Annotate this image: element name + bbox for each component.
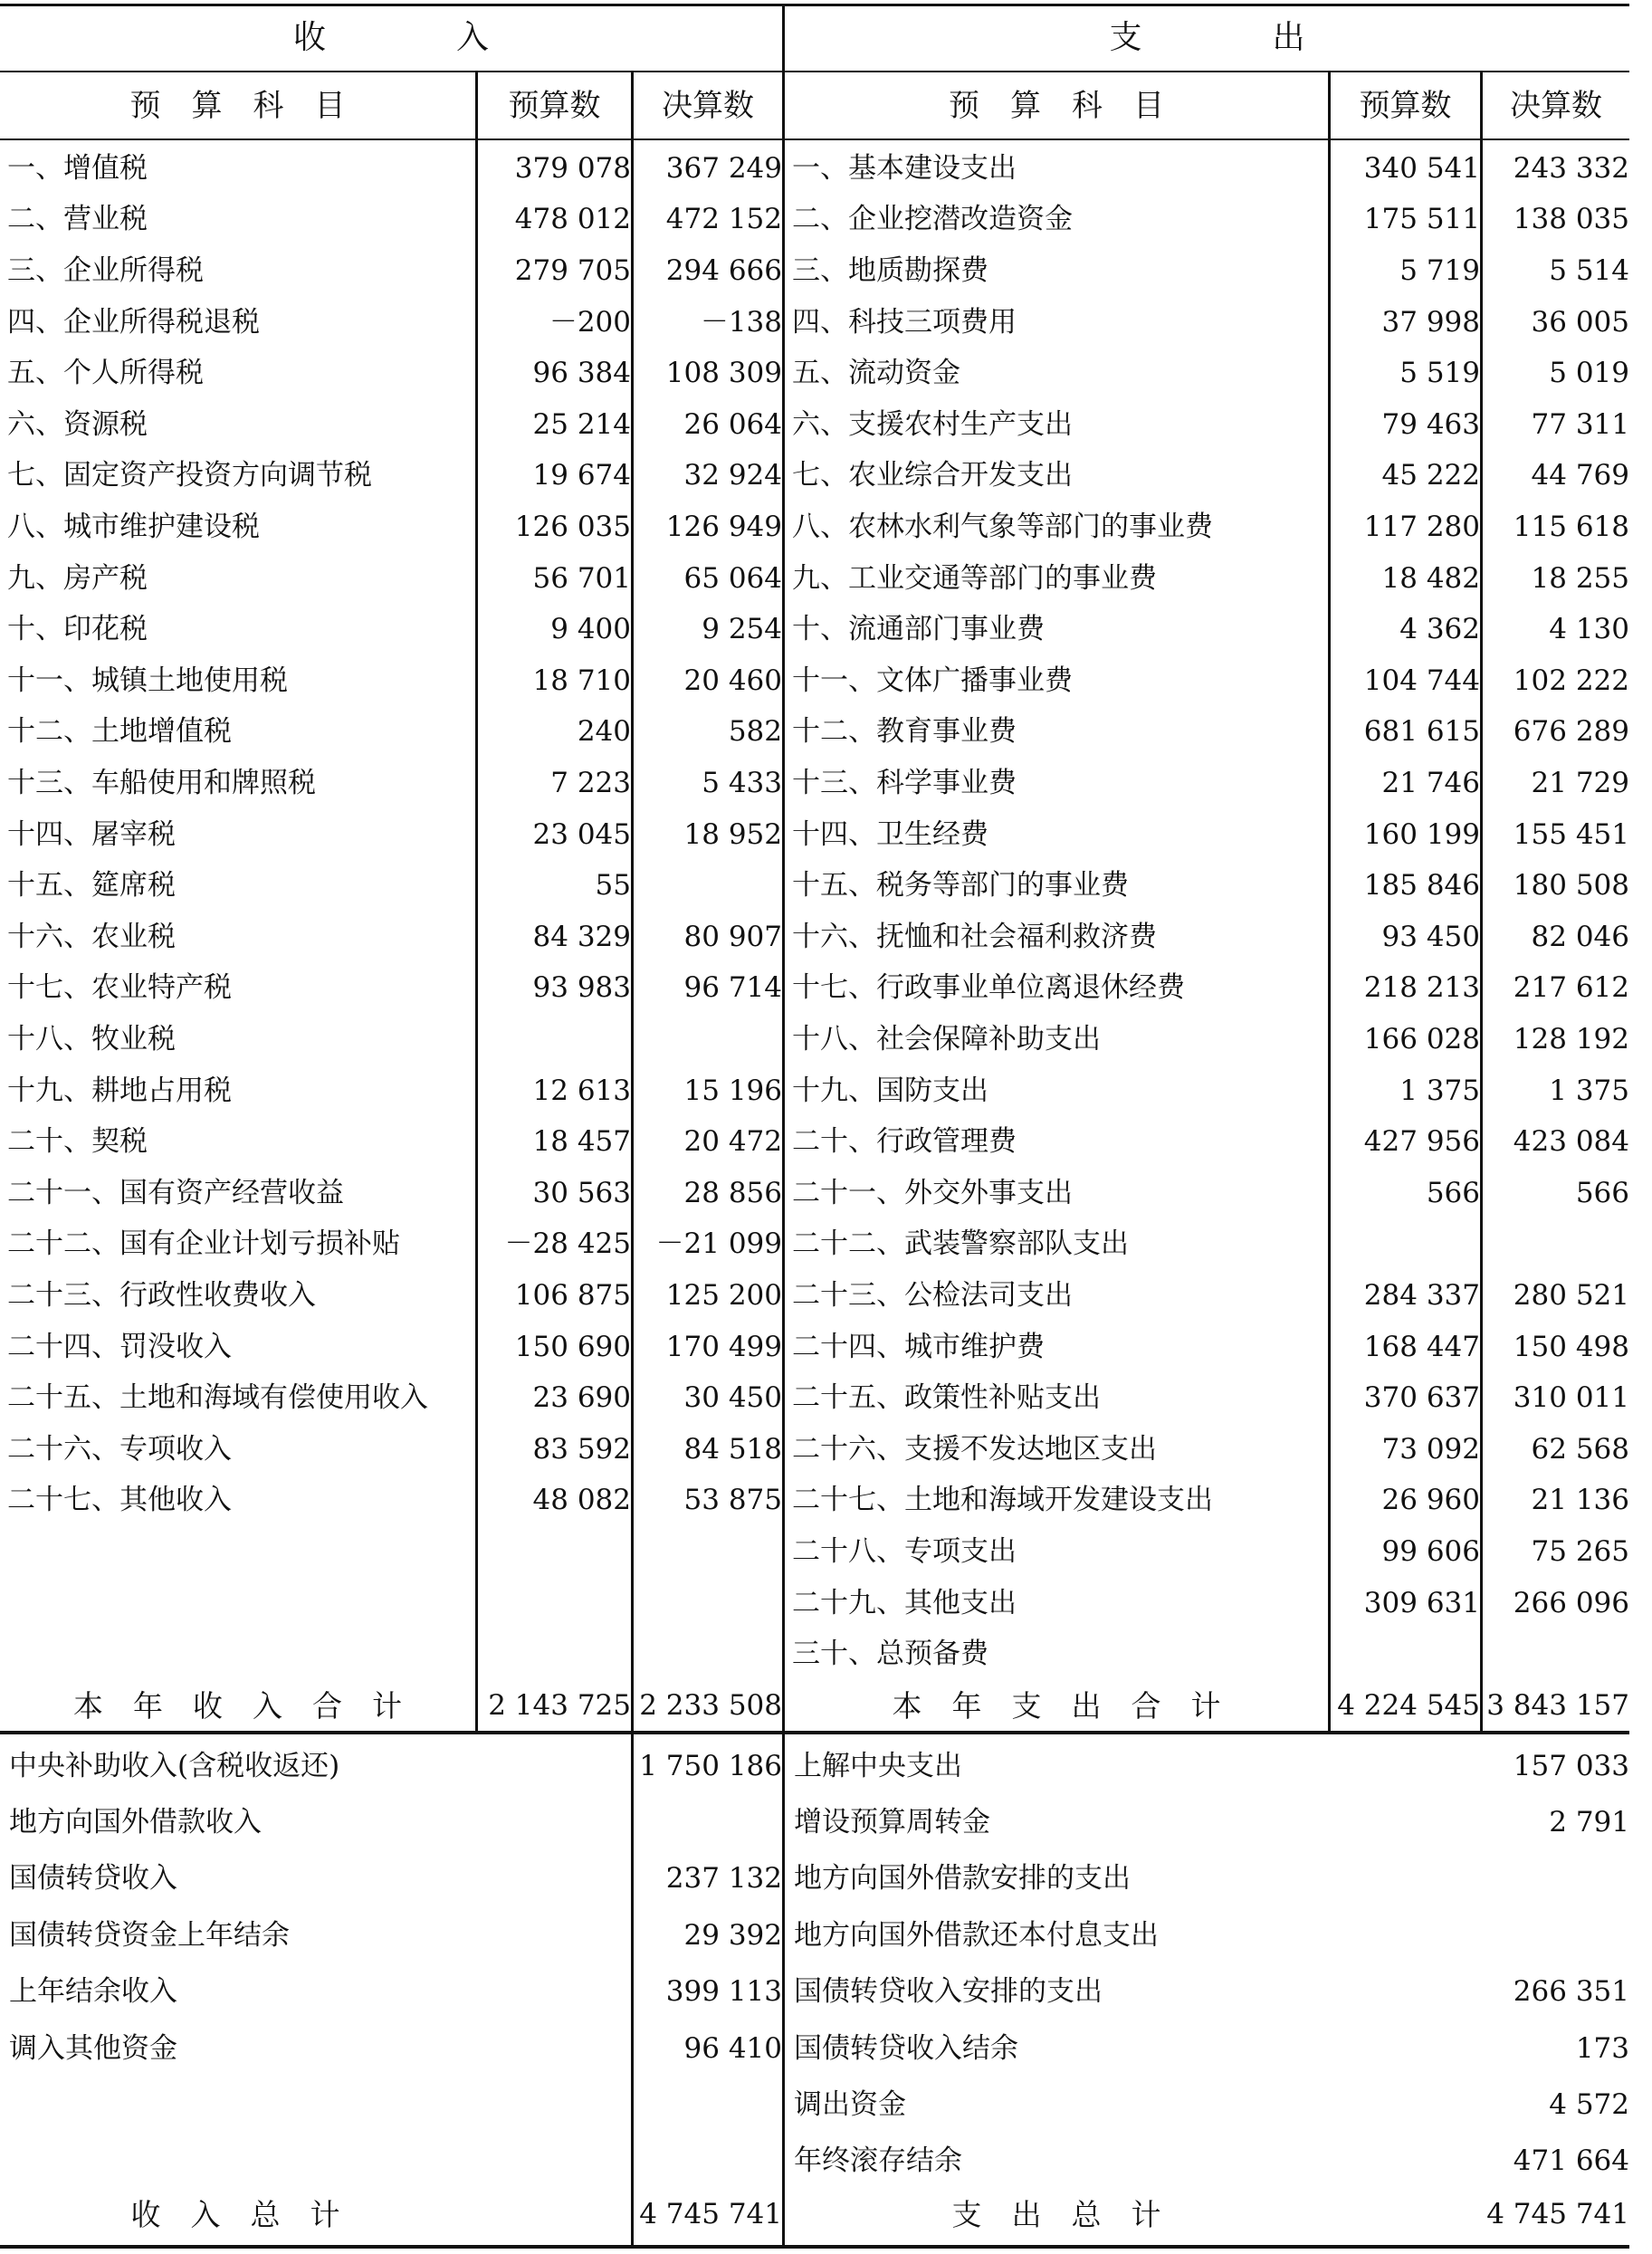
income-budget-cell: 240 (577, 715, 631, 749)
exp-item-cell: 二十六、支援不发达地区支出 (792, 1432, 1157, 1466)
exp-final-cell: 21 729 (1531, 766, 1629, 799)
income-item-cell: 八、城市维护建设税 (7, 510, 260, 543)
exp-budget-cell: 5 519 (1399, 357, 1480, 390)
income-item-cell: 十九、耕地占用税 (7, 1074, 232, 1107)
income-budget-header: 预算数 (508, 87, 601, 124)
income-budget-cell: 126 035 (514, 510, 631, 543)
income-item-cell: 二十一、国有资产经营收益 (7, 1176, 344, 1209)
exp-budget-cell: 340 541 (1363, 151, 1480, 185)
income-item-cell: 九、房产税 (7, 561, 148, 595)
exp-final-cell: 155 451 (1513, 817, 1629, 851)
income-item-cell: 二十五、土地和海域有偿使用收入 (7, 1381, 428, 1415)
exp-final-cell: 77 311 (1531, 407, 1629, 441)
exp-extra-item: 上解中央支出 (794, 1749, 962, 1782)
income-final-cell: 32 924 (683, 459, 782, 492)
income-item-cell: 十、印花税 (7, 613, 148, 646)
exp-item-cell: 十五、税务等部门的事业费 (792, 869, 1129, 903)
exp-final-cell: 62 568 (1531, 1432, 1629, 1466)
exp-final-cell: 280 521 (1513, 1278, 1629, 1312)
exp-budget-cell: 309 631 (1363, 1586, 1480, 1619)
exp-budget-cell: 104 744 (1363, 664, 1480, 697)
income-final-cell: 80 907 (683, 920, 782, 953)
exp-final-cell: 21 136 (1531, 1484, 1629, 1517)
exp-item-cell: 九、工业交通等部门的事业费 (792, 561, 1157, 595)
income-final-cell: 9 254 (702, 613, 782, 646)
income-extra-value (634, 1794, 791, 1850)
income-final-cell: 582 (728, 715, 782, 749)
exp-budget-cell: 218 213 (1363, 971, 1480, 1005)
income-budget-cell: 7 223 (550, 766, 631, 799)
exp-final-cell: 180 508 (1513, 869, 1629, 903)
exp-final-cell: 82 046 (1531, 920, 1629, 953)
income-final-cell: 20 460 (683, 664, 782, 697)
income-final-cell: －138 (700, 305, 782, 339)
income-budget-cell: 23 690 (532, 1381, 631, 1415)
income-budget-cell: 96 384 (532, 357, 631, 390)
income-budget-cell: 55 (595, 869, 631, 903)
income-budget-cell: －28 425 (504, 1227, 631, 1261)
exp-subtotal-final: 3 843 157 (1486, 1688, 1629, 1722)
exp-item-cell: 二十七、土地和海域开发建设支出 (792, 1484, 1213, 1517)
exp-budget-cell (1331, 1628, 1489, 1680)
income-item-cell: 二十三、行政性收费收入 (7, 1278, 316, 1312)
exp-total-value: 4 745 741 (1486, 2197, 1629, 2230)
income-final-cell: 472 152 (665, 203, 782, 236)
exp-budget-cell: 117 280 (1363, 510, 1480, 543)
income-item-cell: 十六、农业税 (7, 920, 176, 953)
income-final-header: 决算数 (662, 87, 754, 124)
exp-budget-cell: 160 199 (1363, 817, 1480, 851)
income-final-cell: 53 875 (683, 1484, 782, 1517)
income-item-header: 预 算 科 目 (129, 87, 346, 124)
exp-final-cell: 676 289 (1513, 715, 1629, 749)
income-extra-value: 237 132 (665, 1862, 782, 1896)
exp-budget-cell: 370 637 (1363, 1381, 1480, 1415)
income-final-cell: 84 518 (683, 1432, 782, 1466)
income-section-header: 收 入 (292, 19, 489, 56)
income-final-cell: 126 949 (665, 510, 782, 543)
exp-budget-cell: 185 846 (1363, 869, 1480, 903)
income-item-cell: 十八、牧业税 (7, 1022, 176, 1055)
exp-item-cell: 十三、科学事业费 (792, 766, 1017, 799)
subtotal-divider (0, 1731, 1629, 1734)
exp-item-cell: 四、科技三项费用 (792, 305, 1017, 339)
income-budget-cell: 150 690 (514, 1330, 631, 1363)
income-item-cell: 二十六、专项收入 (7, 1432, 232, 1466)
income-extra-item: 中央补助收入(含税收返还) (9, 1749, 340, 1782)
income-item-cell: 二十、契税 (7, 1125, 148, 1159)
exp-extra-value: 4 572 (1549, 2088, 1629, 2122)
exp-item-cell: 十一、文体广播事业费 (792, 664, 1073, 697)
exp-final-cell: 44 769 (1531, 459, 1629, 492)
income-budget-cell: 56 701 (532, 561, 631, 595)
exp-item-cell: 二十五、政策性补贴支出 (792, 1381, 1101, 1415)
exp-item-cell: 二十二、武装警察部队支出 (792, 1227, 1129, 1261)
income-extra-item: 国债转贷收入 (9, 1862, 177, 1896)
income-final-cell: 5 433 (702, 766, 782, 799)
exp-final-cell: 75 265 (1531, 1534, 1629, 1568)
income-item-cell: 十一、城镇土地使用税 (7, 664, 288, 697)
exp-item-cell: 五、流动资金 (792, 357, 960, 390)
exp-budget-cell: 566 (1426, 1176, 1480, 1209)
income-budget-cell: 84 329 (532, 920, 631, 953)
exp-budget-cell: 1 375 (1399, 1074, 1480, 1107)
exp-budget-cell: 79 463 (1381, 407, 1480, 441)
exp-extra-item: 地方向国外借款安排的支出 (794, 1862, 1131, 1896)
income-budget-cell: 23 045 (532, 817, 631, 851)
exp-budget-cell: 37 998 (1381, 305, 1480, 339)
exp-final-cell: 310 011 (1513, 1381, 1629, 1415)
exp-item-cell: 八、农林水利气象等部门的事业费 (792, 510, 1213, 543)
income-final-cell: 96 714 (683, 971, 782, 1005)
column-header-divider (0, 138, 1629, 140)
exp-item-cell: 十、流通部门事业费 (792, 613, 1045, 646)
income-final-cell: 125 200 (665, 1278, 782, 1312)
income-item-cell: 二十四、罚没收入 (7, 1330, 232, 1363)
exp-extra-item: 年终滚存结余 (794, 2144, 962, 2178)
income-budget-cell: 279 705 (514, 253, 631, 287)
exp-item-cell: 二十三、公检法司支出 (792, 1278, 1073, 1312)
exp-final-cell: 150 498 (1513, 1330, 1629, 1363)
income-budget-cell: 18 710 (532, 664, 631, 697)
income-item-cell: 十七、农业特产税 (7, 971, 232, 1005)
income-budget-cell: 379 078 (514, 151, 631, 185)
income-item-cell: 二、营业税 (7, 203, 148, 236)
income-item-cell: 十四、屠宰税 (7, 817, 176, 851)
income-item-cell: 十二、土地增值税 (7, 715, 232, 749)
exp-item-cell: 七、农业综合开发支出 (792, 459, 1073, 492)
income-budget-cell: 9 400 (550, 613, 631, 646)
income-budget-cell: 19 674 (532, 459, 631, 492)
income-budget-cell: 93 983 (532, 971, 631, 1005)
income-final-cell: 108 309 (665, 357, 782, 390)
exp-item-cell: 三、地质勘探费 (792, 253, 988, 287)
income-budget-cell: 18 457 (532, 1125, 631, 1159)
income-final-cell: 18 952 (683, 817, 782, 851)
exp-extra-value: 2 791 (1549, 1806, 1629, 1839)
exp-extra-value: 157 033 (1513, 1749, 1629, 1782)
exp-final-cell: 4 130 (1549, 613, 1629, 646)
exp-final-cell: 36 005 (1531, 305, 1629, 339)
exp-total-label: 支 出 总 计 (951, 2196, 1161, 2232)
income-final-cell: 26 064 (683, 407, 782, 441)
exp-final-cell (1483, 1628, 1638, 1680)
income-final-cell (634, 1014, 791, 1065)
exp-item-cell: 十七、行政事业单位离退休经费 (792, 971, 1185, 1005)
income-total-label: 收 入 总 计 (130, 2196, 340, 2232)
exp-budget-cell: 175 511 (1363, 203, 1480, 236)
exp-item-cell: 二十九、其他支出 (792, 1586, 1017, 1619)
income-subtotal-budget: 2 143 725 (488, 1688, 631, 1722)
bottom-border (0, 2245, 1629, 2249)
income-final-cell: 294 666 (665, 253, 782, 287)
income-final-cell: 15 196 (683, 1074, 782, 1107)
income-extra-item: 国债转贷资金上年结余 (9, 1918, 290, 1952)
exp-budget-cell: 427 956 (1363, 1125, 1480, 1159)
exp-budget-cell: 4 362 (1399, 613, 1480, 646)
exp-item-cell: 二、企业挖潜改造资金 (792, 203, 1073, 236)
income-budget-cell: 25 214 (532, 407, 631, 441)
exp-final-cell: 128 192 (1513, 1022, 1629, 1055)
exp-extra-value: 266 351 (1513, 1975, 1629, 2009)
exp-item-cell: 十二、教育事业费 (792, 715, 1017, 749)
exp-extra-value: 471 664 (1513, 2144, 1629, 2178)
income-item-cell: 十三、车船使用和牌照税 (7, 766, 316, 799)
income-budget-cell: 83 592 (532, 1432, 631, 1466)
income-final-cell: 65 064 (683, 561, 782, 595)
income-budget-cell (478, 1014, 640, 1065)
income-item-cell: 二十七、其他收入 (7, 1484, 232, 1517)
exp-budget-cell: 166 028 (1363, 1022, 1480, 1055)
income-extra-item: 上年结余收入 (9, 1975, 177, 2009)
income-extra-item: 调入其他资金 (9, 2031, 177, 2065)
exp-budget-cell: 45 222 (1381, 459, 1480, 492)
exp-item-cell: 二十、行政管理费 (792, 1125, 1017, 1159)
exp-budget-cell: 73 092 (1381, 1432, 1480, 1466)
exp-final-cell: 423 084 (1513, 1125, 1629, 1159)
exp-item-cell: 三十、总预备费 (792, 1638, 988, 1671)
income-final-cell: 20 472 (683, 1125, 782, 1159)
exp-final-cell: 1 375 (1549, 1074, 1629, 1107)
income-item-cell: 五、个人所得税 (7, 357, 204, 390)
exp-subtotal-label: 本 年 支 出 合 计 (892, 1687, 1221, 1724)
exp-extra-value: 173 (1575, 2031, 1629, 2065)
income-item-cell: 七、固定资产投资方向调节税 (7, 459, 372, 492)
exp-extra-item: 调出资金 (794, 2088, 906, 2122)
exp-final-cell: 5 514 (1549, 253, 1629, 287)
exp-extra-item: 地方向国外借款还本付息支出 (794, 1918, 1159, 1952)
exp-budget-cell: 21 746 (1381, 766, 1480, 799)
income-subtotal-label: 本 年 收 入 合 计 (73, 1687, 402, 1724)
income-item-cell: 四、企业所得税退税 (7, 305, 260, 339)
expenditure-section-header: 支 出 (1109, 19, 1305, 56)
income-item-cell: 六、资源税 (7, 407, 148, 441)
exp-item-cell: 二十一、外交外事支出 (792, 1176, 1073, 1209)
income-item-cell: 一、增值税 (7, 151, 148, 185)
exp-item-cell: 十六、抚恤和社会福利救济费 (792, 920, 1157, 953)
income-extra-value: 29 392 (683, 1918, 782, 1952)
exp-final-cell: 5 019 (1549, 357, 1629, 390)
exp-final-cell: 566 (1575, 1176, 1629, 1209)
exp-final-cell: 115 618 (1513, 510, 1629, 543)
exp-final-header: 决算数 (1510, 87, 1602, 124)
exp-budget-cell: 99 606 (1381, 1534, 1480, 1568)
income-budget-cell: 30 563 (532, 1176, 631, 1209)
income-budget-cell: 48 082 (532, 1484, 631, 1517)
exp-budget-cell: 681 615 (1363, 715, 1480, 749)
income-final-cell: 28 856 (683, 1176, 782, 1209)
exp-final-cell: 102 222 (1513, 664, 1629, 697)
income-extra-value: 399 113 (665, 1975, 782, 2009)
income-item-cell: 三、企业所得税 (7, 253, 204, 287)
exp-item-cell: 一、基本建设支出 (792, 151, 1017, 185)
exp-item-cell: 六、支援农村生产支出 (792, 407, 1073, 441)
income-budget-cell: 106 875 (514, 1278, 631, 1312)
exp-final-cell: 217 612 (1513, 971, 1629, 1005)
exp-budget-cell: 168 447 (1363, 1330, 1480, 1363)
exp-item-header: 预 算 科 目 (949, 87, 1164, 124)
exp-final-cell: 266 096 (1513, 1586, 1629, 1619)
exp-extra-item: 增设预算周转金 (794, 1806, 990, 1839)
income-extra-item: 地方向国外借款收入 (9, 1806, 262, 1839)
exp-budget-header: 预算数 (1359, 87, 1452, 124)
exp-final-cell: 18 255 (1531, 561, 1629, 595)
income-subtotal-final: 2 233 508 (639, 1688, 782, 1722)
income-final-cell: 30 450 (683, 1381, 782, 1415)
exp-item-cell: 二十八、专项支出 (792, 1534, 1017, 1568)
exp-item-cell: 十九、国防支出 (792, 1074, 988, 1107)
exp-item-cell: 十四、卫生经费 (792, 817, 988, 851)
exp-subtotal-budget: 4 224 545 (1337, 1688, 1480, 1722)
income-extra-value: 1 750 186 (639, 1749, 782, 1782)
exp-budget-cell: 5 719 (1399, 253, 1480, 287)
income-final-cell: 367 249 (665, 151, 782, 185)
exp-final-cell (1483, 1219, 1638, 1271)
income-total-value: 4 745 741 (639, 2197, 782, 2230)
income-final-cell: －21 099 (655, 1227, 782, 1261)
exp-budget-cell: 18 482 (1381, 561, 1480, 595)
income-budget-cell: －200 (549, 305, 631, 339)
exp-extra-value (1483, 1907, 1638, 1963)
exp-final-cell: 243 332 (1513, 151, 1629, 185)
exp-extra-item: 国债转贷收入结余 (794, 2031, 1018, 2065)
exp-item-cell: 二十四、城市维护费 (792, 1330, 1045, 1363)
income-item-cell: 二十二、国有企业计划亏损补贴 (7, 1227, 400, 1261)
exp-final-cell: 138 035 (1513, 203, 1629, 236)
income-budget-cell: 12 613 (532, 1074, 631, 1107)
exp-budget-cell (1331, 1219, 1489, 1271)
exp-budget-cell: 93 450 (1381, 920, 1480, 953)
income-final-cell: 170 499 (665, 1330, 782, 1363)
exp-budget-cell: 26 960 (1381, 1484, 1480, 1517)
income-item-cell: 十五、筵席税 (7, 869, 176, 903)
exp-budget-cell: 284 337 (1363, 1278, 1480, 1312)
exp-extra-value (1483, 1851, 1638, 1907)
exp-item-cell: 十八、社会保障补助支出 (792, 1022, 1101, 1055)
income-budget-cell: 478 012 (514, 203, 631, 236)
exp-extra-item: 国债转贷收入安排的支出 (794, 1975, 1103, 2009)
income-final-cell (634, 860, 791, 912)
income-extra-value: 96 410 (683, 2031, 782, 2065)
